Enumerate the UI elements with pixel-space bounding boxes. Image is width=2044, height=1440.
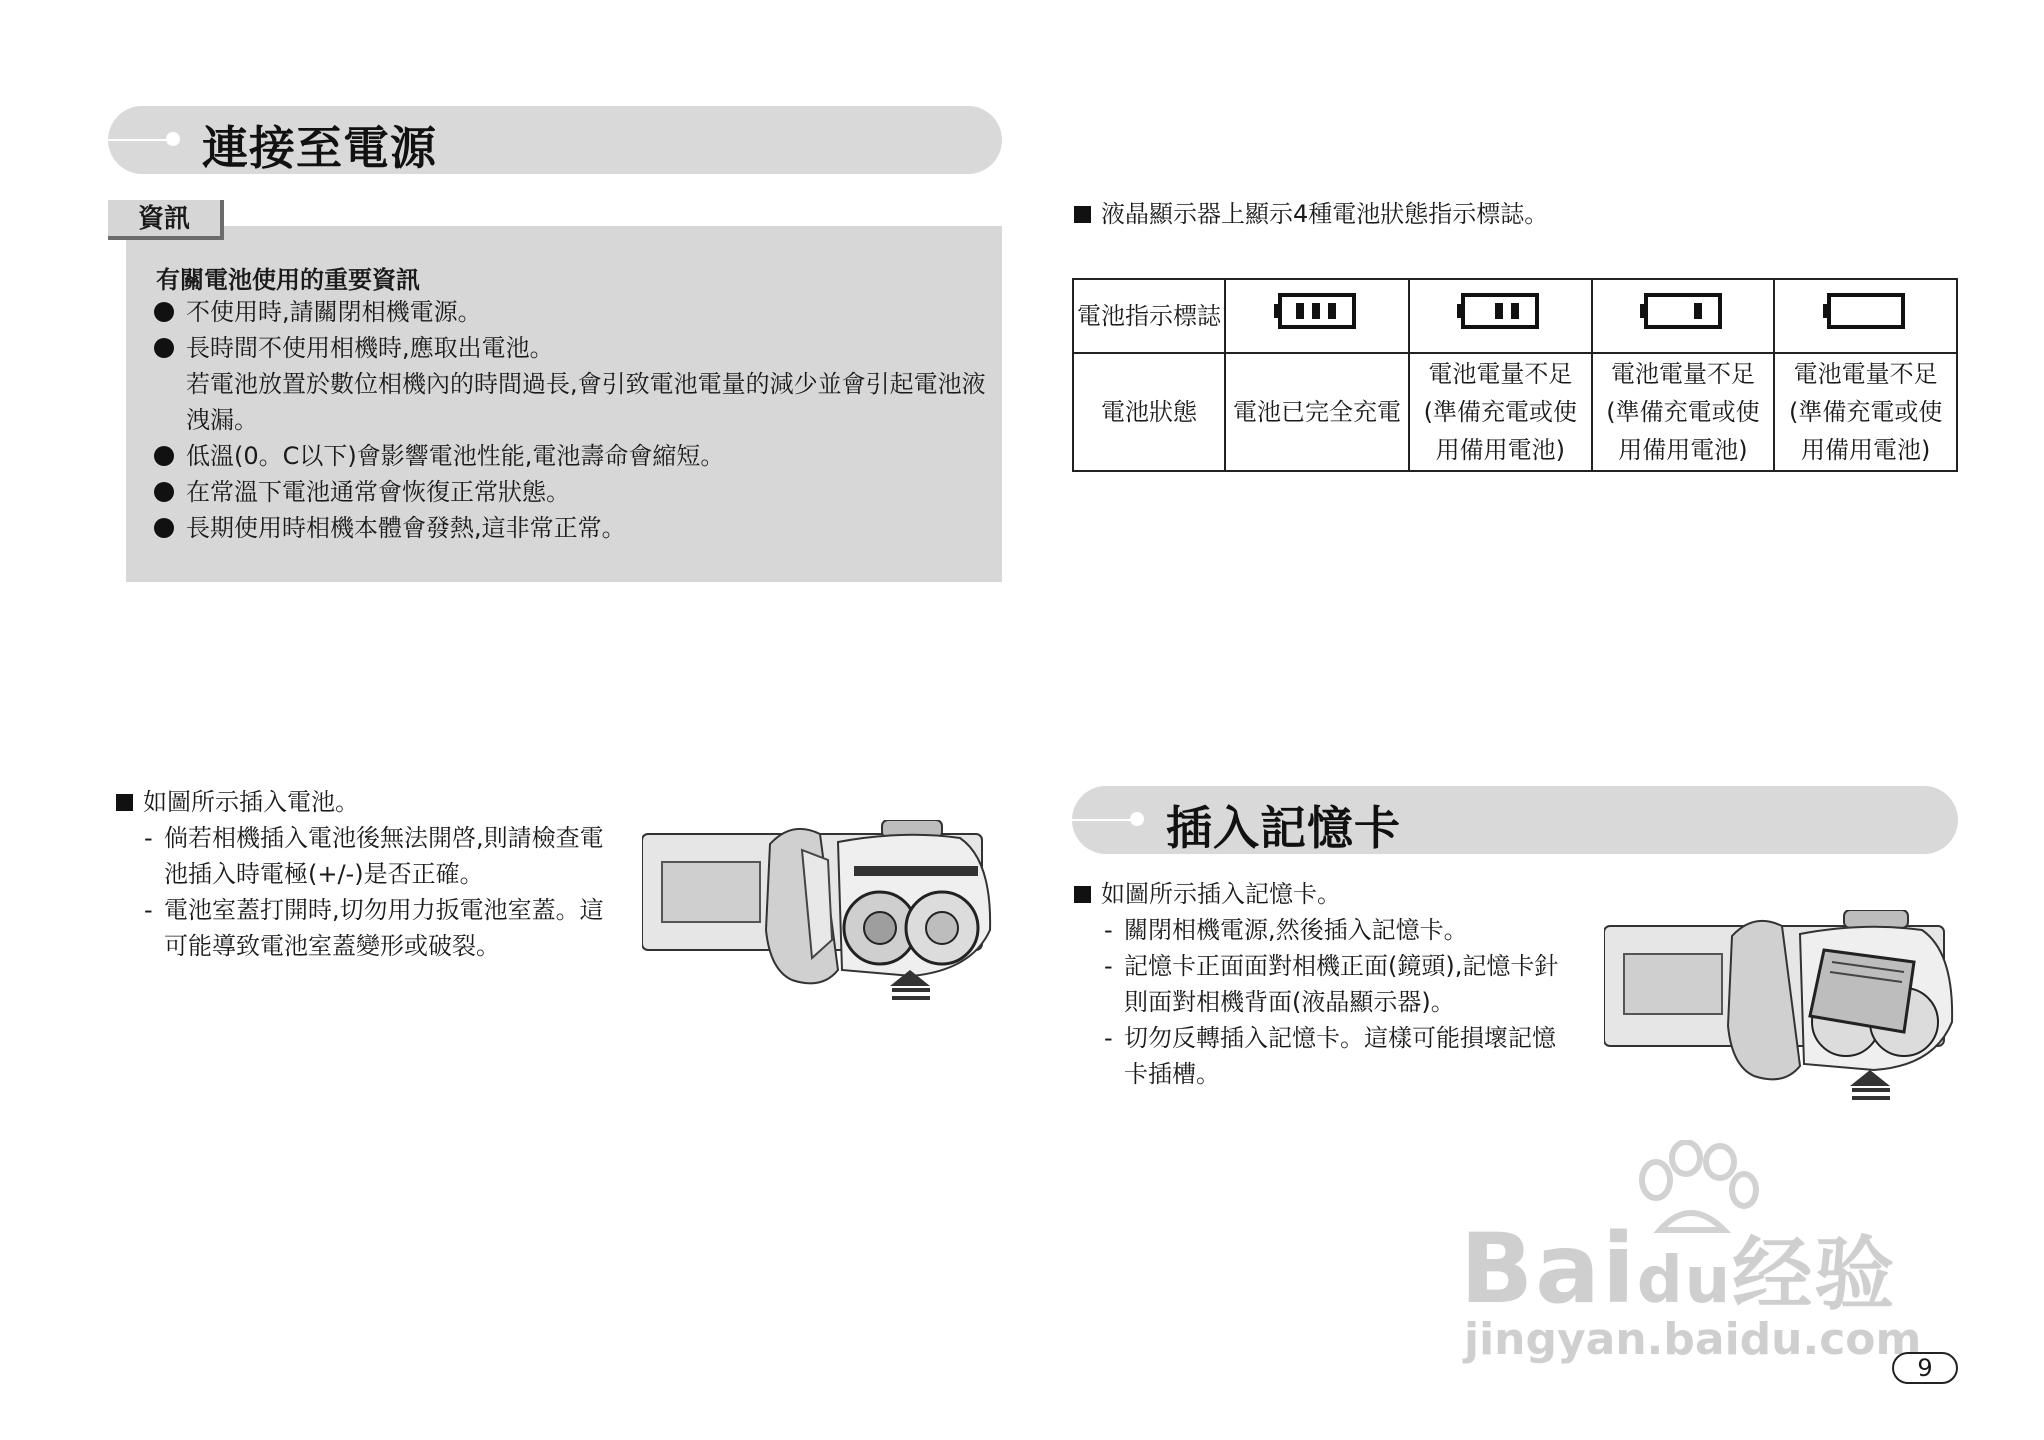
info-list <box>154 294 986 546</box>
square-bullet-icon <box>1074 206 1091 223</box>
table-header-state: 電池狀態 <box>1073 353 1225 471</box>
bullet-icon <box>154 302 174 322</box>
info-tab: 資訊 <box>108 200 224 240</box>
info-item: 長期使用時相機本體會發熱,這非常正常。 <box>154 510 974 546</box>
insert-card-item: - 記憶卡正面面對相機正面(鏡頭),記憶卡針則面對相機背面(液晶顯示器)。 <box>1104 952 1559 1016</box>
info-item: 在常溫下電池通常會恢復正常狀態。 <box>154 474 974 510</box>
watermark-url: jingyan.baidu.com <box>1464 1314 1922 1365</box>
insert-card-intro: 如圖所示插入記憶卡。 <box>1074 876 1341 912</box>
info-item: 不使用時,請關閉相機電源。 <box>154 294 974 330</box>
info-heading: 有關電池使用的重要資訊 <box>156 266 420 294</box>
battery-state-text: 電池電量不足(準備充電或使用備用電池) <box>1592 353 1775 471</box>
watermark-brand-cn: 经验 <box>1732 1228 1897 1321</box>
battery-empty-icon <box>1774 279 1957 353</box>
battery-state-text: 電池電量不足(準備充電或使用備用電池) <box>1774 353 1957 471</box>
table-header-indicator: 電池指示標誌 <box>1073 279 1225 353</box>
insert-card-item: - 切勿反轉插入記憶卡。這樣可能損壞記憶卡插槽。 <box>1104 1024 1556 1088</box>
section-title-bar-card <box>1072 786 1958 854</box>
battery-full-icon <box>1225 279 1409 353</box>
section-title: 連接至電源 <box>202 121 437 175</box>
battery-state-text: 電池已完全充電 <box>1225 353 1409 471</box>
title-line-decoration <box>1072 819 1132 821</box>
insert-battery-intro: 如圖所示插入電池。 <box>116 784 359 820</box>
section-title-bar-power <box>108 106 1002 174</box>
watermark <box>1460 1140 1940 1365</box>
watermark-brand-du: du <box>1636 1244 1733 1318</box>
bullet-icon <box>154 482 174 502</box>
square-bullet-icon <box>1074 886 1091 903</box>
title-dot-decoration <box>1130 812 1144 826</box>
insert-battery-item: - 倘若相機插入電池後無法開啓,則請檢查電池插入時電極(+/-)是否正確。 <box>144 824 604 888</box>
info-item: 低溫(0。C以下)會影響電池性能,電池壽命會縮短。 <box>154 438 974 474</box>
battery-insertion-illustration <box>642 820 1014 1024</box>
page-number: 9 <box>1892 1352 1958 1384</box>
card-insertion-illustration <box>1604 910 1964 1120</box>
square-bullet-icon <box>116 794 133 811</box>
section-title: 插入記憶卡 <box>1166 801 1401 855</box>
insert-card-item: - 關閉相機電源,然後插入記憶卡。 <box>1104 916 1468 944</box>
title-dot-decoration <box>166 132 180 146</box>
info-box <box>126 226 1002 582</box>
battery-status-table <box>1072 278 1958 472</box>
bullet-icon <box>154 446 174 466</box>
battery-intro: 液晶顯示器上顯示4種電池狀態指示標誌。 <box>1074 196 1548 232</box>
battery-one-bar-icon <box>1592 279 1775 353</box>
info-item-note: 若電池放置於數位相機內的時間過長,會引致電池電量的減少並會引起電池液洩漏。 <box>186 370 986 434</box>
title-line-decoration <box>108 139 168 141</box>
watermark-brand: Bai <box>1460 1213 1637 1325</box>
bullet-icon <box>154 518 174 538</box>
insert-battery-item: - 電池室蓋打開時,切勿用力扳電池室蓋。這可能導致電池室蓋變形或破裂。 <box>144 896 604 960</box>
battery-state-text: 電池電量不足(準備充電或使用備用電池) <box>1409 353 1592 471</box>
battery-two-bars-icon <box>1409 279 1592 353</box>
info-item: 長時間不使用相機時,應取出電池。 <box>154 330 974 366</box>
bullet-icon <box>154 338 174 358</box>
